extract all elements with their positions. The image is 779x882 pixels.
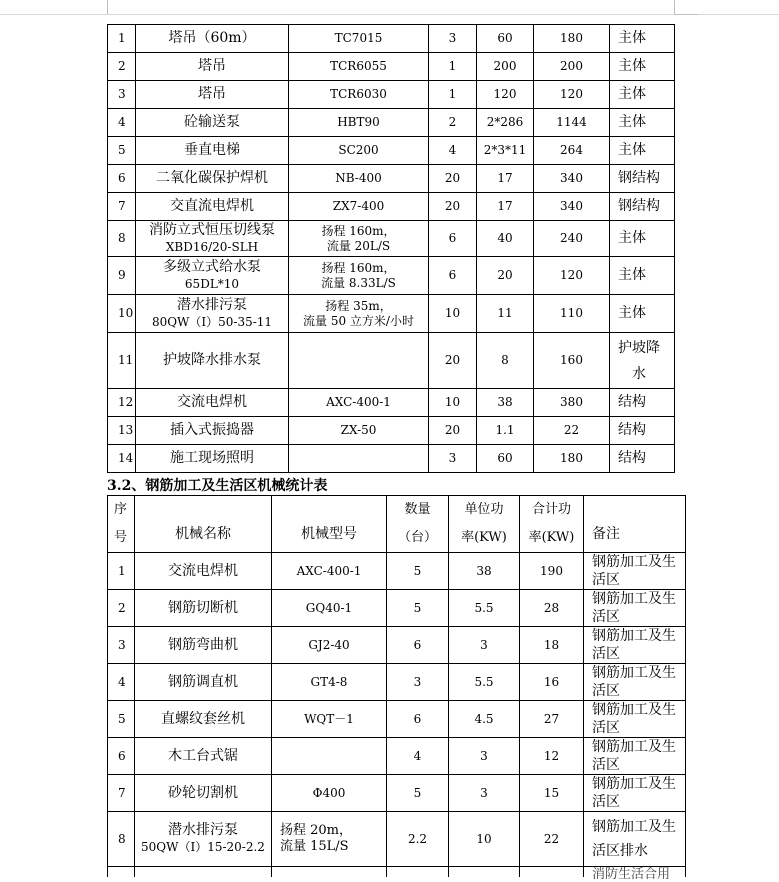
machine-name: 钢筋弯曲机 [135, 627, 272, 664]
machine-model: TC7015 [289, 25, 429, 53]
machine-model [289, 333, 429, 389]
quantity: 6 [387, 627, 449, 664]
table-row [108, 257, 675, 295]
machine-name: 潜水排污泵 50QW（Ⅰ）15-20-2.2 [135, 812, 272, 867]
cut-cell [520, 867, 584, 878]
table-row [108, 701, 686, 738]
quantity: 20 [429, 165, 477, 193]
row-no: 7 [108, 775, 135, 812]
unit-power: 17 [477, 165, 534, 193]
machine-name: 潜水排污泵 80QW（Ⅰ）50-35-11 [136, 295, 289, 333]
machine-model: ZX7-400 [289, 193, 429, 221]
remark-cut: 消防生活合用 [584, 867, 686, 878]
table-row [108, 81, 675, 109]
table-row [108, 25, 675, 53]
remark: 主体 [610, 137, 675, 165]
total-power: 15 [520, 775, 584, 812]
machine-name: 多级立式给水泵 65DL*10 [136, 257, 289, 295]
header-model: 机械型号 [272, 496, 387, 553]
row-no: 13 [108, 417, 136, 445]
table-row [108, 109, 675, 137]
header-unit-power: 单位功 率(KW) [449, 496, 520, 553]
quantity: 20 [429, 333, 477, 389]
unit-power: 3 [449, 627, 520, 664]
machine-name: 交直流电焊机 [136, 193, 289, 221]
crop-mark-right-h [674, 14, 698, 15]
machine-model: TCR6055 [289, 53, 429, 81]
total-power: 28 [520, 590, 584, 627]
unit-power: 38 [477, 389, 534, 417]
quantity: 20 [429, 193, 477, 221]
row-no: 4 [108, 109, 136, 137]
machine-name: 护坡降水排水泵 [136, 333, 289, 389]
remark: 钢筋加工及生 活区排水 [584, 812, 686, 867]
table-row [108, 775, 686, 812]
quantity: 6 [429, 257, 477, 295]
machine-model [289, 445, 429, 473]
machine-name: 塔吊 [136, 53, 289, 81]
row-no: 8 [108, 812, 135, 867]
total-power: 380 [534, 389, 610, 417]
quantity: 4 [387, 738, 449, 775]
remark: 结构 [610, 445, 675, 473]
unit-power: 38 [449, 553, 520, 590]
machinery-table-rebar-living [107, 495, 686, 882]
quantity: 10 [429, 295, 477, 333]
machine-model: 扬程 160m， 流量 20L/S [289, 221, 429, 257]
remark: 钢结构 [610, 193, 675, 221]
machine-name: 直螺纹套丝机 [135, 701, 272, 738]
machine-model: Φ400 [272, 775, 387, 812]
quantity: 6 [429, 221, 477, 257]
total-power: 160 [534, 333, 610, 389]
quantity: 20 [429, 417, 477, 445]
table-row [108, 417, 675, 445]
section-heading: 3.2、钢筋加工及生活区机械统计表 [107, 478, 328, 494]
table-row [108, 193, 675, 221]
unit-power: 40 [477, 221, 534, 257]
remark: 钢筋加工及生 活区 [584, 590, 686, 627]
page-top-edge [0, 14, 779, 15]
quantity: 10 [429, 389, 477, 417]
unit-power: 4.5 [449, 701, 520, 738]
remark: 主体 [610, 221, 675, 257]
machine-name: 钢筋调直机 [135, 664, 272, 701]
machine-name: 塔吊 [136, 81, 289, 109]
table-row [108, 137, 675, 165]
remark: 钢筋加工及生 活区 [584, 738, 686, 775]
quantity: 5 [387, 590, 449, 627]
total-power: 12 [520, 738, 584, 775]
table-row-cut-off [108, 867, 686, 878]
row-no: 5 [108, 137, 136, 165]
quantity: 2 [429, 109, 477, 137]
cut-cell [135, 867, 272, 878]
remark: 结构 [610, 417, 675, 445]
total-power: 16 [520, 664, 584, 701]
quantity: 3 [429, 445, 477, 473]
machine-name: 二氧化碳保护焊机 [136, 165, 289, 193]
unit-power: 120 [477, 81, 534, 109]
row-no: 4 [108, 664, 135, 701]
remark: 主体 [610, 81, 675, 109]
unit-power: 200 [477, 53, 534, 81]
total-power: 18 [520, 627, 584, 664]
header-total-power: 合计功 率(KW) [520, 496, 584, 553]
table-row [108, 812, 686, 867]
header-note: 备注 [584, 496, 686, 553]
row-no: 12 [108, 389, 136, 417]
machine-model: GJ2-40 [272, 627, 387, 664]
unit-power: 11 [477, 295, 534, 333]
remark: 钢筋加工及生 活区 [584, 627, 686, 664]
total-power: 1144 [534, 109, 610, 137]
row-no: 1 [108, 553, 135, 590]
machine-name: 交流电焊机 [135, 553, 272, 590]
row-no: 9 [108, 257, 136, 295]
machine-model: 扬程 160m， 流量 8.33L/S [289, 257, 429, 295]
machine-name: 钢筋切断机 [135, 590, 272, 627]
remark: 钢筋加工及生 活区 [584, 664, 686, 701]
row-no: 5 [108, 701, 135, 738]
remark: 钢筋加工及生 活区 [584, 775, 686, 812]
total-power: 340 [534, 193, 610, 221]
remark: 主体 [610, 25, 675, 53]
machine-model [272, 738, 387, 775]
table-row [108, 553, 686, 590]
unit-power: 5.5 [449, 590, 520, 627]
row-no: 14 [108, 445, 136, 473]
remark: 结构 [610, 389, 675, 417]
remark: 钢筋加工及生 活区 [584, 701, 686, 738]
quantity: 6 [387, 701, 449, 738]
unit-power: 2*3*11 [477, 137, 534, 165]
row-no: 8 [108, 221, 136, 257]
remark: 钢筋加工及生 活区 [584, 553, 686, 590]
remark: 主体 [610, 109, 675, 137]
crop-mark-right [674, 0, 675, 14]
unit-power: 17 [477, 193, 534, 221]
total-power: 27 [520, 701, 584, 738]
table-row [108, 333, 675, 389]
total-power: 340 [534, 165, 610, 193]
cut-cell [449, 867, 520, 878]
row-no: 1 [108, 25, 136, 53]
table-row [108, 445, 675, 473]
machine-name: 木工台式锯 [135, 738, 272, 775]
table-header-row [108, 496, 686, 553]
unit-power: 8 [477, 333, 534, 389]
unit-power: 3 [449, 738, 520, 775]
quantity: 5 [387, 775, 449, 812]
total-power: 200 [534, 53, 610, 81]
machine-name: 交流电焊机 [136, 389, 289, 417]
total-power: 180 [534, 25, 610, 53]
row-no: 7 [108, 193, 136, 221]
row-no: 6 [108, 165, 136, 193]
machine-model: NB-400 [289, 165, 429, 193]
cut-cell [272, 867, 387, 878]
row-no: 10 [108, 295, 136, 333]
table-row [108, 590, 686, 627]
machine-model: GQ40-1 [272, 590, 387, 627]
total-power: 22 [534, 417, 610, 445]
table-row [108, 738, 686, 775]
unit-power: 10 [449, 812, 520, 867]
machine-name: 砂轮切割机 [135, 775, 272, 812]
machine-model: ZX-50 [289, 417, 429, 445]
machine-model: GT4-8 [272, 664, 387, 701]
unit-power: 20 [477, 257, 534, 295]
quantity: 1 [429, 81, 477, 109]
machine-model: AXC-400-1 [272, 553, 387, 590]
row-no: 6 [108, 738, 135, 775]
quantity: 1 [429, 53, 477, 81]
remark: 主体 [610, 295, 675, 333]
machine-model: TCR6030 [289, 81, 429, 109]
row-no: 2 [108, 590, 135, 627]
unit-power: 5.5 [449, 664, 520, 701]
machine-name: 砼输送泵 [136, 109, 289, 137]
unit-power: 1.1 [477, 417, 534, 445]
row-no: 11 [108, 333, 136, 389]
quantity: 3 [429, 25, 477, 53]
remark: 主体 [610, 53, 675, 81]
machine-name: 插入式振捣器 [136, 417, 289, 445]
cut-cell [108, 867, 135, 878]
machine-name: 施工现场照明 [136, 445, 289, 473]
machine-name: 消防立式恒压切线泵 XBD16/20-SLH [136, 221, 289, 257]
header-name: 机械名称 [135, 496, 272, 553]
unit-power: 60 [477, 25, 534, 53]
total-power: 264 [534, 137, 610, 165]
total-power: 22 [520, 812, 584, 867]
machine-model: SC200 [289, 137, 429, 165]
table-row [108, 295, 675, 333]
crop-mark-left [107, 0, 108, 14]
header-no: 序 号 [108, 496, 135, 553]
row-no: 3 [108, 81, 136, 109]
table-row [108, 221, 675, 257]
machinery-table-main [107, 24, 675, 473]
table-row [108, 165, 675, 193]
total-power: 110 [534, 295, 610, 333]
remark: 钢结构 [610, 165, 675, 193]
machine-model: HBT90 [289, 109, 429, 137]
machine-model: 扬程 20m， 流量 15L/S [272, 812, 387, 867]
machine-model: 扬程 35m， 流量 50 立方米/小时 [289, 295, 429, 333]
header-qty: 数量 （台） [387, 496, 449, 553]
cut-cell [387, 867, 449, 878]
remark: 护坡降 水 [610, 333, 675, 389]
machine-model: AXC-400-1 [289, 389, 429, 417]
row-no: 2 [108, 53, 136, 81]
row-no: 3 [108, 627, 135, 664]
unit-power: 2*286 [477, 109, 534, 137]
table-row [108, 627, 686, 664]
quantity: 2.2 [387, 812, 449, 867]
total-power: 180 [534, 445, 610, 473]
unit-power: 60 [477, 445, 534, 473]
quantity: 3 [387, 664, 449, 701]
total-power: 120 [534, 257, 610, 295]
remark: 主体 [610, 257, 675, 295]
total-power: 190 [520, 553, 584, 590]
table-row [108, 53, 675, 81]
quantity: 5 [387, 553, 449, 590]
total-power: 240 [534, 221, 610, 257]
machine-name: 垂直电梯 [136, 137, 289, 165]
machine-model: WQT－1 [272, 701, 387, 738]
quantity: 4 [429, 137, 477, 165]
total-power: 120 [534, 81, 610, 109]
table-row [108, 389, 675, 417]
machine-name: 塔吊（60m） [136, 25, 289, 53]
unit-power: 3 [449, 775, 520, 812]
table-row [108, 664, 686, 701]
